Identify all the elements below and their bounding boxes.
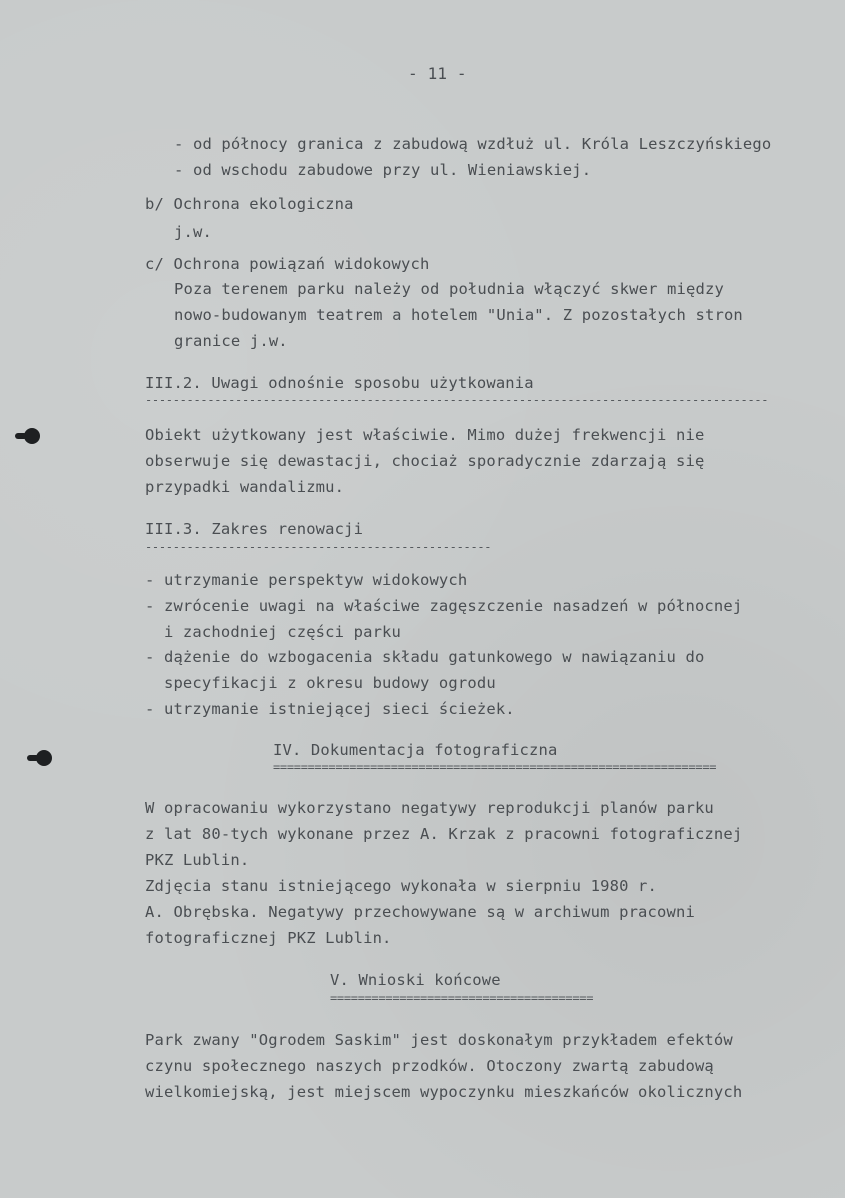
section-b-heading: b/ Ochrona ekologiczna <box>145 195 354 213</box>
section-c-line: nowo-budowanym teatrem a hotelem "Unia". Z pozostałych stron <box>174 306 743 324</box>
section-iii3-line: - utrzymanie istniejącej sieci ścieżek. <box>145 700 515 718</box>
page-number: - 11 - <box>408 64 467 83</box>
section-c-line: granice j.w. <box>174 332 288 350</box>
section-v-line: czynu społecznego naszych przodków. Otoczony zwartą zabudową <box>145 1057 714 1075</box>
section-iii2-heading: III.2. Uwagi odnośnie sposobu użytkowania <box>145 374 534 392</box>
section-v-line: Park zwany "Ogrodem Saskim" jest doskonałym przykładem efektów <box>145 1031 733 1049</box>
section-iv-heading: IV. Dokumentacja fotograficzna <box>273 741 558 759</box>
section-iii3-line: - dążenie do wzbogacenia składu gatunkowego w nawiązaniu do <box>145 648 705 666</box>
section-iv-line: Zdjęcia stanu istniejącego wykonała w sierpniu 1980 r. <box>145 877 658 895</box>
section-iii3-heading: III.3. Zakres renowacji <box>145 520 364 538</box>
section-iv-line: z lat 80-tych wykonane przez A. Krzak z pracowni fotograficznej <box>145 825 743 843</box>
section-iv-line: fotograficznej PKZ Lublin. <box>145 929 392 947</box>
section-c-line: Poza terenem parku należy od południa włączyć skwer między <box>174 280 724 298</box>
punch-hole-bottom <box>36 750 52 766</box>
section-iii3-line: i zachodniej części parku <box>145 623 402 641</box>
heading-underline: ------------------------------------------------------------------------------------------ <box>145 393 769 407</box>
section-iii3-line: specyfikacji z okresu budowy ogrodu <box>145 674 496 692</box>
boundary-east: - od wschodu zabudowe przy ul. Wieniawskiej. <box>174 161 592 179</box>
heading-underline: -------------------------------------------------- <box>145 540 492 554</box>
section-iii2-line: przypadki wandalizmu. <box>145 478 345 496</box>
section-iv-line: W opracowaniu wykorzystano negatywy reprodukcji planów parku <box>145 799 714 817</box>
section-c-heading: c/ Ochrona powiązań widokowych <box>145 255 430 273</box>
section-iv-line: A. Obrębska. Negatywy przechowywane są w archiwum pracowni <box>145 903 695 921</box>
punch-hole-top <box>24 428 40 444</box>
heading-underline-double: ====================================== <box>330 991 594 1005</box>
section-v-line: wielkomiejską, jest miejscem wypoczynku mieszkańców okolicznych <box>145 1083 743 1101</box>
section-iii3-line: - zwrócenie uwagi na właściwe zagęszczenie nasadzeń w północnej <box>145 597 743 615</box>
section-v-heading: V. Wnioski końcowe <box>330 971 501 989</box>
section-iii2-line: obserwuje się dewastacji, chociaż sporadycznie zdarzają się <box>145 452 705 470</box>
boundary-north: - od północy granica z zabudową wzdłuż ul. Króla Leszczyńskiego <box>174 135 772 153</box>
heading-underline-double: ================================================================ <box>273 760 717 774</box>
section-b-body: j.w. <box>174 223 212 241</box>
section-iii2-line: Obiekt użytkowany jest właściwie. Mimo dużej frekwencji nie <box>145 426 705 444</box>
section-iv-line: PKZ Lublin. <box>145 851 250 869</box>
section-iii3-line: - utrzymanie perspektyw widokowych <box>145 571 468 589</box>
